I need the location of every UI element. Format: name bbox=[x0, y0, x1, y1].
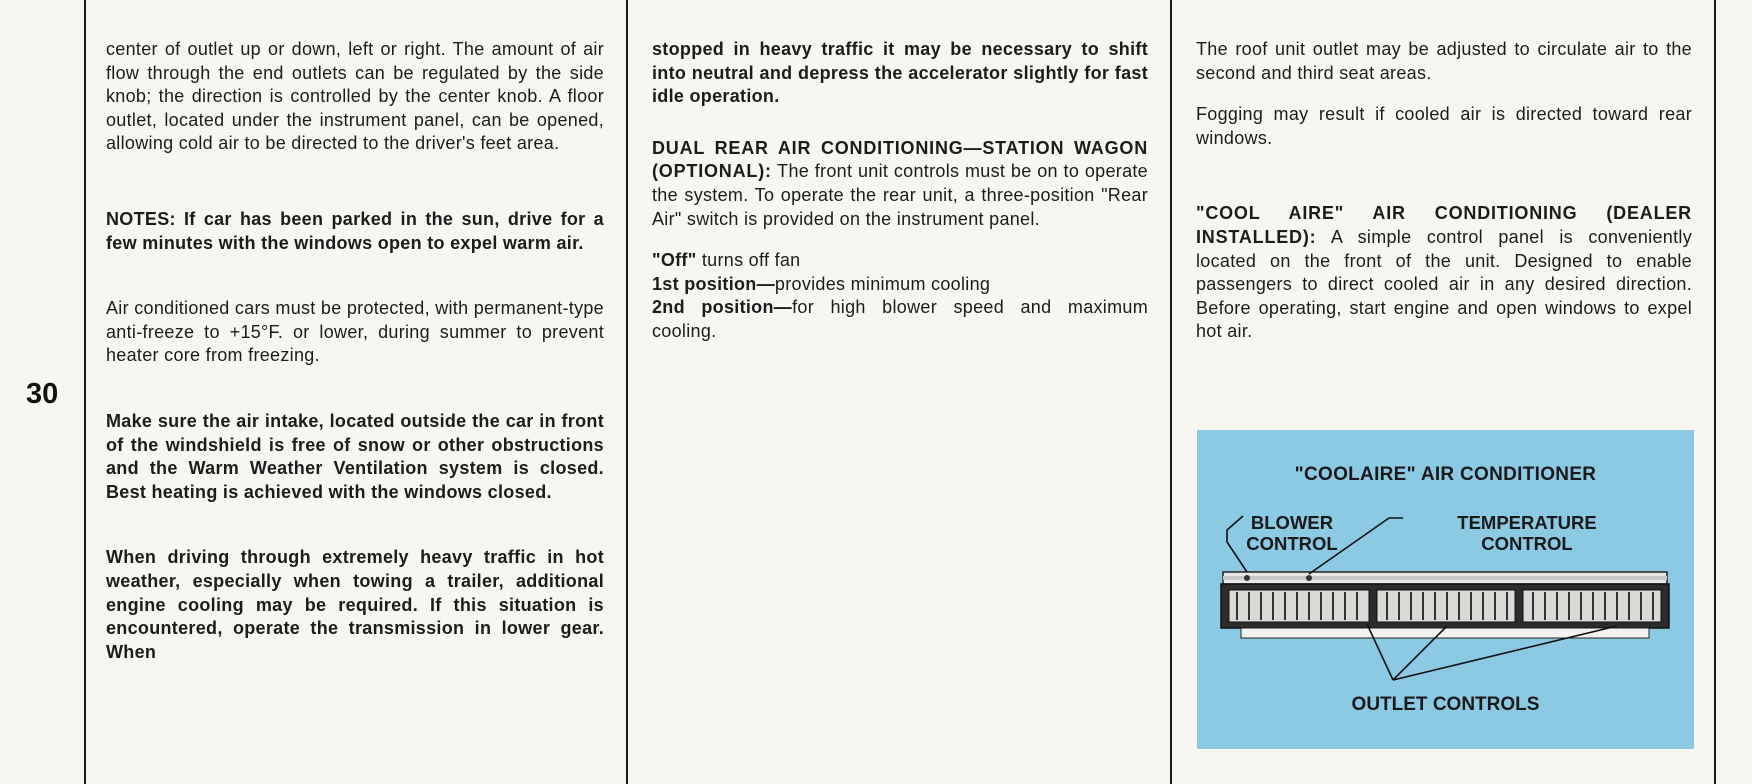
column-3 bbox=[1196, 38, 1692, 344]
paragraph-heavy-traffic: When driving through extremely heavy traffic in hot weather, especially when towing a trailer, additional engine cooling may be required. If this situation is encountered, operate the transmission in lower gear. When bbox=[106, 547, 604, 662]
term-off: "Off" bbox=[652, 250, 697, 271]
list-item-second-position bbox=[652, 296, 1148, 343]
dual-rear-body: The front unit controls must be on to operate the system. To operate the rear unit, a three-position "Rear Air" switch is provided on the instrument panel. bbox=[652, 161, 1148, 229]
page-number: 30 bbox=[26, 378, 59, 410]
temperature-control-label: TEMPERATURE CONTROL bbox=[1457, 512, 1597, 554]
figure-title: "COOLAIRE" AIR CONDITIONER bbox=[1294, 464, 1597, 485]
section-heading-dual-rear: DUAL REAR AIR CONDITIONING—STATION WAGON (OPTIONAL): bbox=[652, 137, 1148, 182]
column-rule-edge bbox=[1714, 0, 1716, 784]
list-item-first-position bbox=[652, 273, 1148, 297]
paragraph-air-intake: Make sure the air intake, located outside the car in front of the windshield is free of snow or other obstructions and the Warm Weather Ventilation system is closed. Best heating is achieved with the windows closed. bbox=[106, 410, 604, 502]
paragraph-dual-rear-ac bbox=[652, 137, 1148, 231]
paragraph-antifreeze: Air conditioned cars must be protected, with permanent-type anti-freeze to +15°F. or lower, during summer to prevent heater core from freezing. bbox=[106, 298, 604, 366]
column-1 bbox=[106, 38, 604, 664]
list-item-off bbox=[652, 249, 1148, 273]
temperature-knob bbox=[1306, 575, 1312, 581]
cool-aire-body: A simple control panel is conveniently located on the front of the unit. Designed to enable passengers to direct cooled air in any desired direction. Before operating, start engine and open windows to expel hot air. bbox=[1196, 226, 1692, 342]
term-second-position: 2nd position— bbox=[652, 297, 793, 318]
blower-knob bbox=[1244, 575, 1250, 581]
outlet-controls-label: OUTLET CONTROLS bbox=[1351, 694, 1540, 715]
paragraph-outlet-adjust: center of outlet up or down, left or right. The amount of air flow through the end outlets can be regulated by the side knob; the direction is controlled by the center knob. A floor outlet, located under the instrument panel, can be opened, allowing cold air to be directed to the driver's feet area. bbox=[106, 39, 604, 154]
blower-control-label: BLOWER CONTROL bbox=[1246, 512, 1338, 554]
coolaire-figure bbox=[1197, 430, 1694, 749]
column-rule-middle bbox=[626, 0, 628, 784]
paragraph-cool-aire bbox=[1196, 202, 1692, 344]
paragraph-fogging: Fogging may result if cooled air is directed toward rear windows. bbox=[1196, 104, 1692, 148]
column-2 bbox=[652, 38, 1148, 344]
outlet-grille-left bbox=[1229, 590, 1369, 622]
section-heading-cool-aire: "COOL AIRE" AIR CONDITIONING (DEALER INSTALLED): bbox=[1196, 203, 1692, 247]
definition-second-position: for high blower speed and maximum cooling. bbox=[652, 297, 1149, 341]
term-first-position: 1st position— bbox=[652, 273, 775, 294]
definition-off: turns off fan bbox=[696, 250, 801, 271]
definition-first-position: provides minimum cooling bbox=[774, 273, 991, 294]
column-rule-left bbox=[84, 0, 86, 784]
column-rule-right bbox=[1170, 0, 1172, 784]
paragraph-stopped-traffic: stopped in heavy traffic it may be necessary to shift into neutral and depress the accelerator slightly for fast idle operation. bbox=[652, 39, 1148, 107]
notes-paragraph: NOTES: If car has been parked in the sun, drive for a few minutes with the windows open to expel warm air. bbox=[106, 208, 604, 253]
paragraph-roof-outlet: The roof unit outlet may be adjusted to circulate air to the second and third seat areas. bbox=[1196, 39, 1692, 83]
outlet-grille-right bbox=[1523, 590, 1661, 622]
outlet-grille-center bbox=[1377, 590, 1515, 622]
